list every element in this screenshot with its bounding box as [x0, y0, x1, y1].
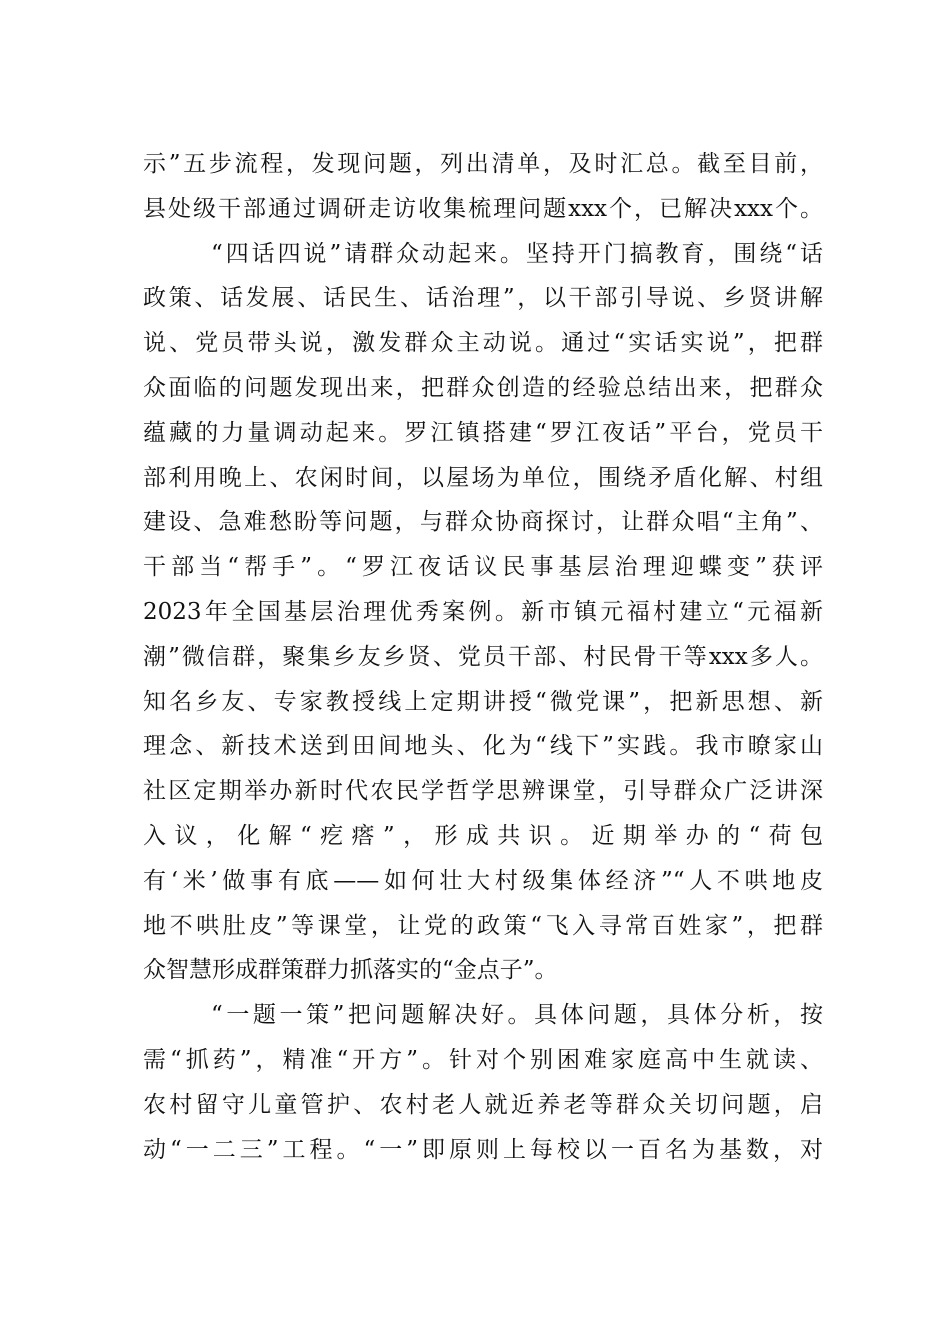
- text-line: 需“抓药”，精准“开方”。针对个别困难家庭高中生就读、: [143, 1046, 823, 1073]
- text-line: 知名乡友、专家教授线上定期讲授“微党课”，把新思想、新: [143, 688, 823, 715]
- text-line: 理念、新技术送到田间地头、化为“线下”实践。我市暸家山: [143, 733, 823, 760]
- document-body: [143, 142, 823, 1172]
- text-line: 政策、话发展、话民生、话治理”，以干部引导说、乡贤讲解: [143, 285, 823, 312]
- text-line: 蕴藏的力量调动起来。罗江镇搭建“罗江夜话”平台，党员干: [143, 419, 823, 446]
- text-line: 2023年全国基层治理优秀案例。新市镇元福村建立“元福新: [143, 598, 823, 625]
- text-line: 动“一二三”工程。“一”即原则上每校以一百名为基数，对: [143, 1136, 823, 1163]
- text-line: 干部当“帮手”。“罗江夜话议民事基层治理迎蝶变”获评: [143, 554, 823, 581]
- paragraph: [143, 993, 823, 1172]
- text-line: 社区定期举办新时代农民学哲学思辨课堂，引导群众广泛讲深: [143, 778, 823, 805]
- text-line: 众面临的问题发现出来，把群众创造的经验总结出来，把群众: [143, 374, 823, 401]
- text-line: 建设、急难愁盼等问题，与群众协商探讨，让群众唱“主角”、: [143, 509, 823, 536]
- text-line: 说、党员带头说，激发群众主动说。通过“实话实说”，把群: [143, 330, 823, 357]
- text-line: 部利用晚上、农闲时间，以屋场为单位，围绕矛盾化解、村组: [143, 464, 823, 491]
- text-line: “一题一策”把问题解决好。具体问题，具体分析，按: [211, 1002, 823, 1029]
- text-line: 县处级干部通过调研走访收集梳理问题xxx个，已解决xxx个。: [143, 195, 823, 222]
- text-line: 地不哄肚皮”等课堂，让党的政策“飞入寻常百姓家”，把群: [143, 912, 823, 939]
- text-line: “四话四说”请群众动起来。坚持开门搞教育，围绕“话: [211, 240, 823, 267]
- text-line: 入议，化解“疙瘩”，形成共识。近期举办的“荷包: [143, 822, 823, 849]
- paragraph: [143, 142, 823, 232]
- text-line: 众智慧形成群策群力抓落实的“金点子”。: [143, 957, 558, 984]
- paragraph: [143, 232, 823, 994]
- text-line: 农村留守儿童管护、农村老人就近养老等群众关切问题，启: [143, 1091, 823, 1118]
- text-line: 有‘米’做事有底——如何壮大村级集体经济”“人不哄地皮: [143, 867, 823, 894]
- text-line: 示”五步流程，发现问题，列出清单，及时汇总。截至目前，: [143, 151, 823, 177]
- text-line: 潮”微信群，聚集乡友乡贤、党员干部、村民骨干等xxx多人。: [143, 643, 823, 670]
